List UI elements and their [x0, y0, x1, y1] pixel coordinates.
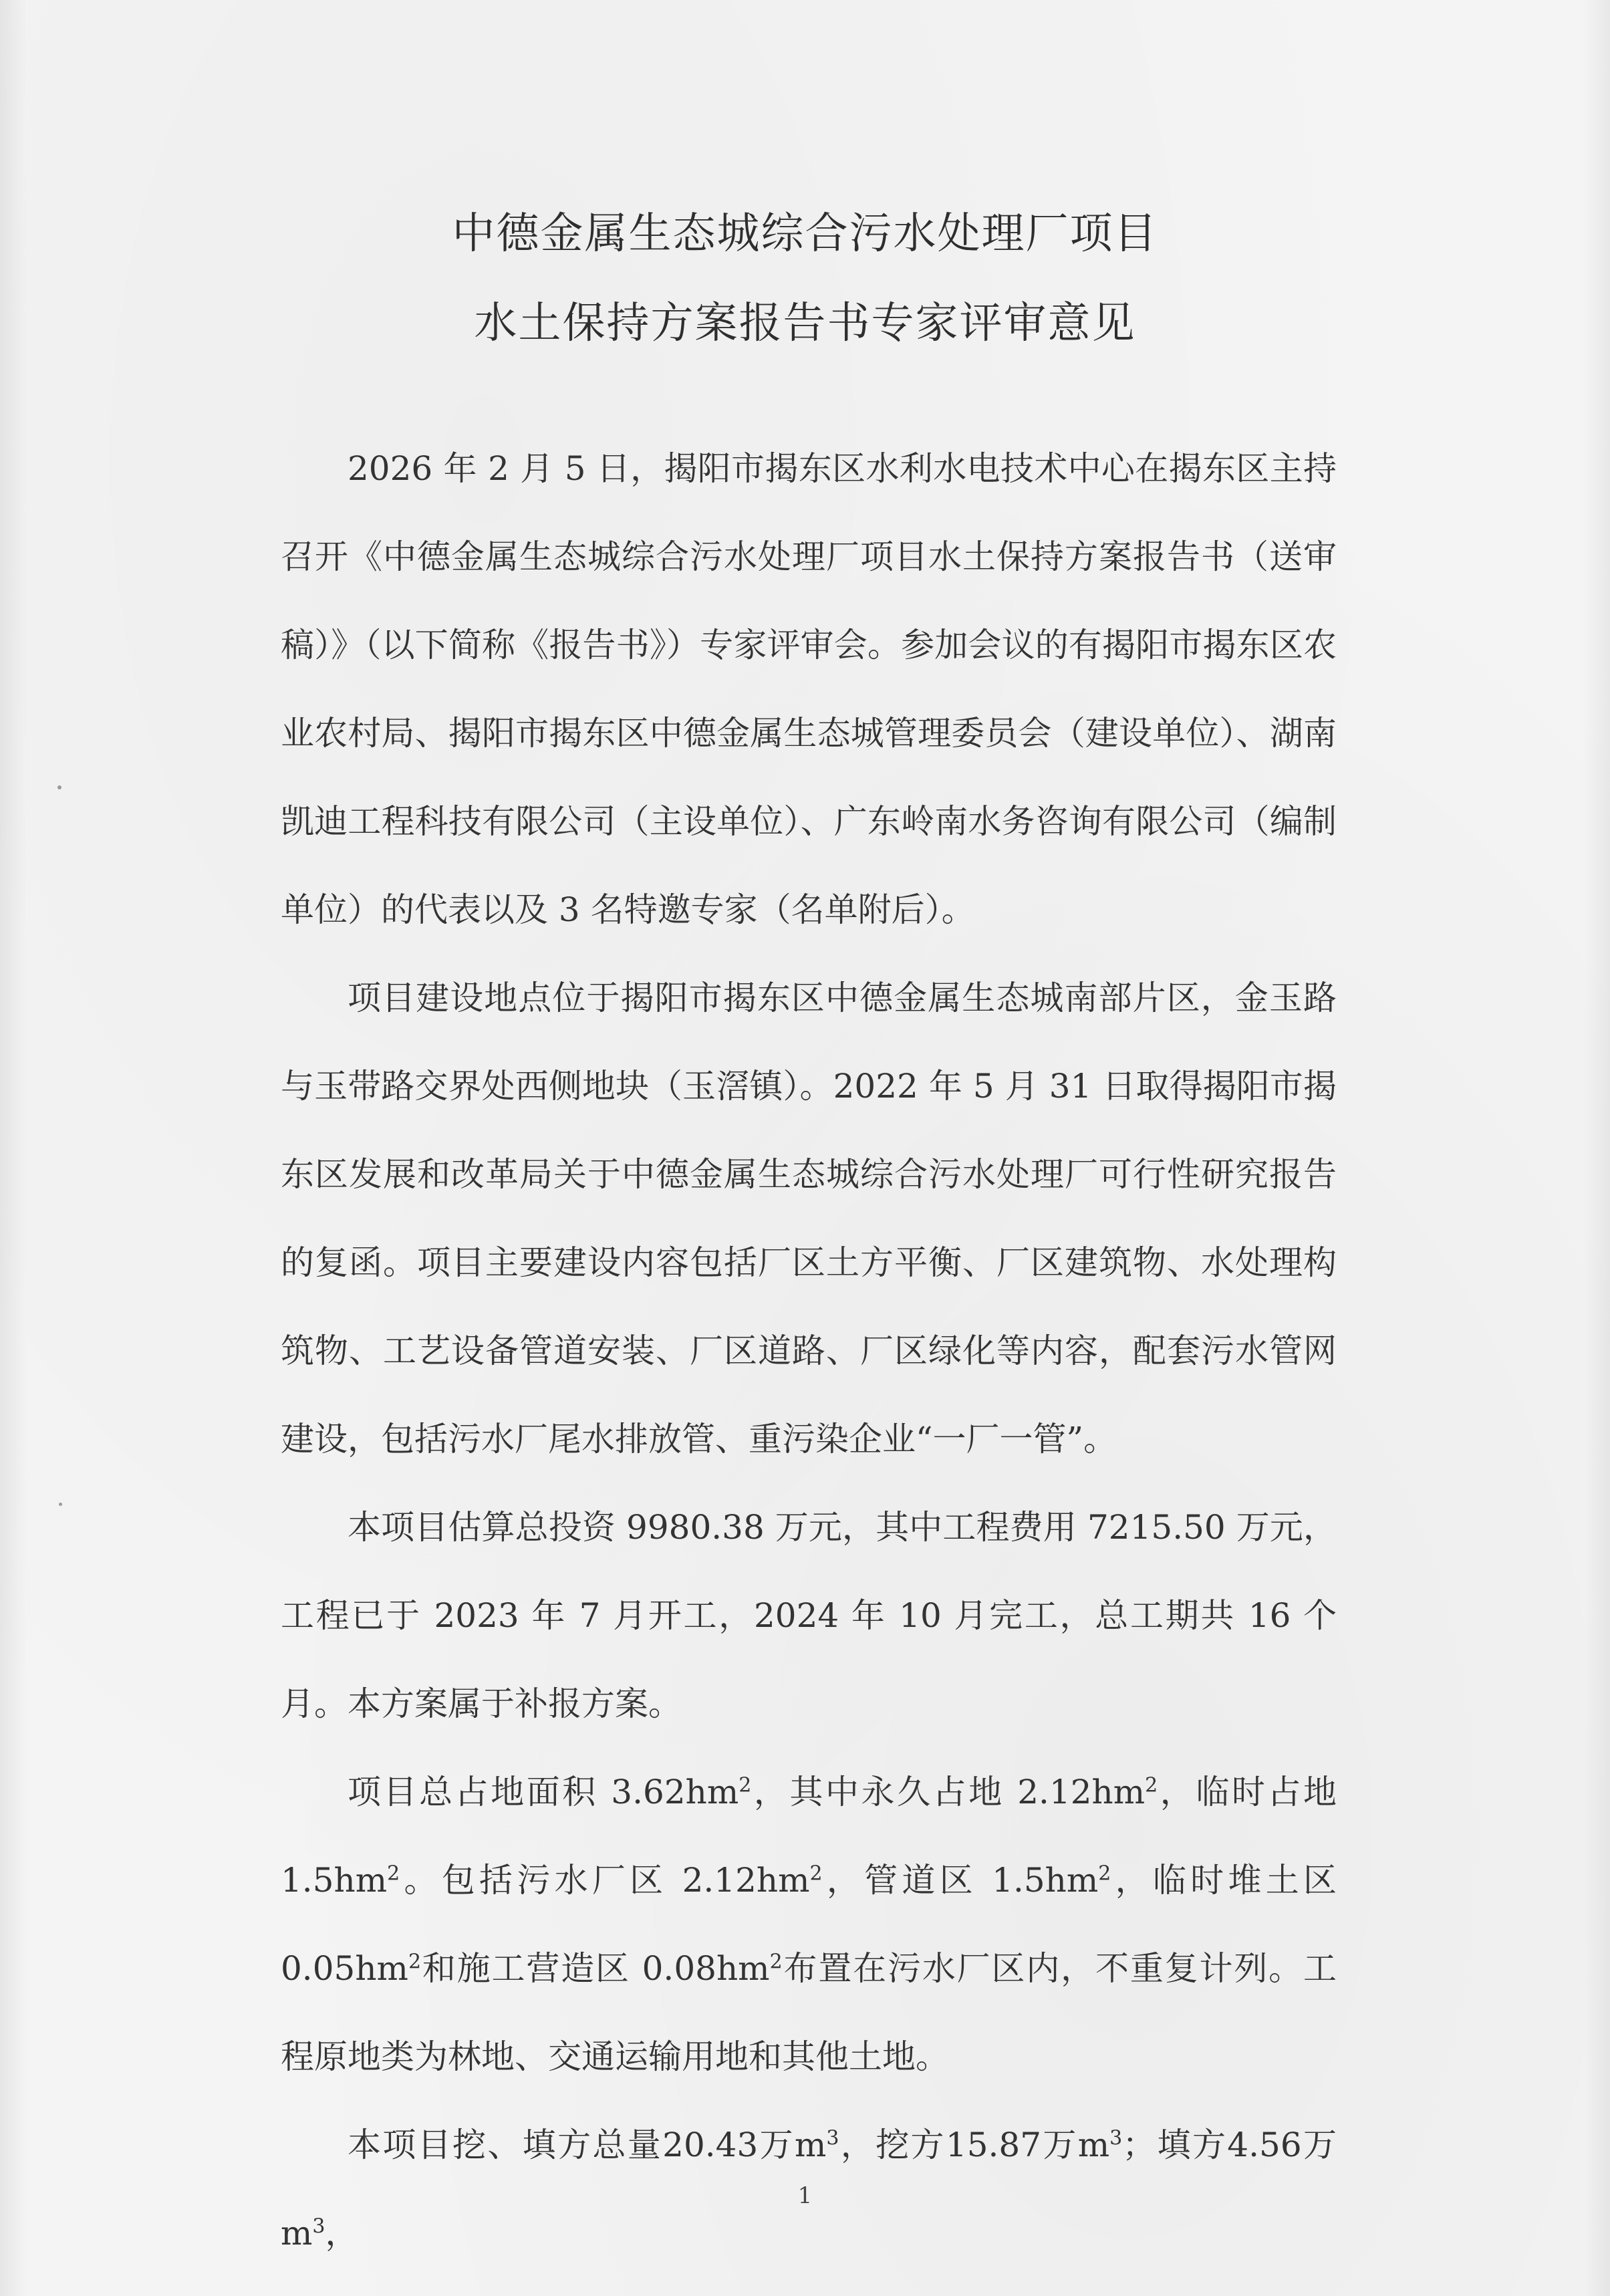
paragraph-investment: 本项目估算总投资 9980.38 万元，其中工程费用 7215.50 万元，工程已于 2023 年 7 月开工，2024 年 10 月完工，总工期共 16 个月。本方案属于补报方案。 [281, 1508, 1337, 1723]
scan-speck [57, 785, 61, 789]
page-number: 1 [797, 2182, 813, 2209]
paragraph-earthwork: 本项目挖、填方总量20.43万$m^3$，挖方15.87万$m^3$；填方4.56万$m^3$， [281, 2126, 1337, 2253]
paragraph-location: 项目建设地点位于揭阳市揭东区中德金属生态城南部片区，金玉路与玉带路交界处西侧地块（玉滘镇）。2022 年 5 月 31 日取得揭阳市揭东区发展和改革局关于中德金属生态城综合污水处理厂可行性研究报告的复函。项目主要建设内容包括厂区土方平衡、厂区建筑物、水处理构筑物、工艺设备管道安装、厂区道路、厂区绿化等内容，配套污水管网建设，包括污水厂尾水排放管、重污染企业“一厂一管”。 [281, 979, 1337, 1458]
document-title-line-1: 中德金属生态城综合污水处理厂项目 [452, 209, 1158, 259]
document-title-line-2: 水土保持方案报告书专家评审意见 [474, 299, 1136, 348]
document-body [281, 424, 1337, 2277]
scan-speck [59, 1503, 62, 1506]
paragraph-land-area: 项目总占地面积 $3.62hm^2$，其中永久占地 $2.12hm^2$，临时占地 $1.5hm^2$。包括污水厂区 $2.12hm^2$，管道区 $1.5hm^2$，临时堆土区 $0.05hm^2$和施工营造区 $0.08hm^2$布置在污水厂区内，不重复计列。工程原地类为林地、交通运输用地和其他土地。 [281, 1773, 1337, 2076]
paragraph-meeting: 2026 年 2 月 5 日，揭阳市揭东区水利水电技术中心在揭东区主持召开《中德金属生态城综合污水处理厂项目水土保持方案报告书（送审稿）》（以下简称《报告书》）专家评审会。参加会议的有揭阳市揭东区农业农村局、揭阳市揭东区中德金属生态城管理委员会（建设单位）、湖南凯迪工程科技有限公司（主设单位）、广东岭南水务咨询有限公司（编制单位）的代表以及 3 名特邀专家（名单附后）。 [281, 449, 1337, 929]
